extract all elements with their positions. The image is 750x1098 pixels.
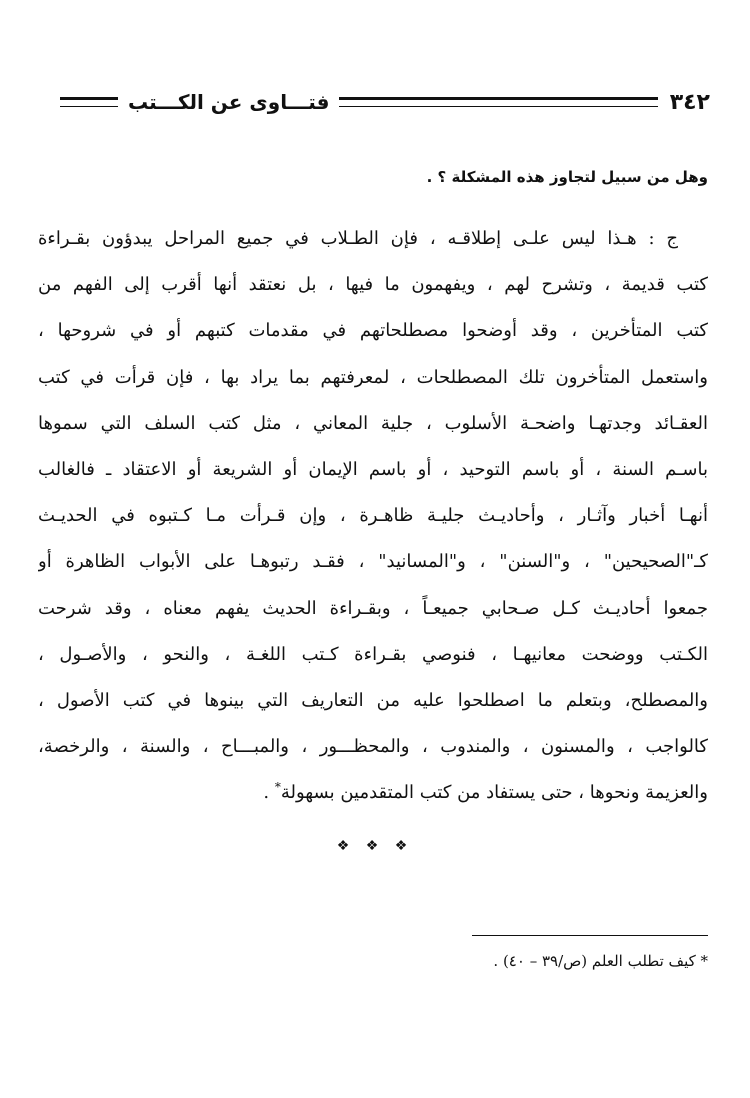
answer-body xyxy=(38,216,708,816)
header-rule xyxy=(339,97,657,107)
section-separator: ❖ ❖ ❖ xyxy=(336,838,414,854)
answer-line: باسـم السنة ، أو باسم التوحيد ، أو باسم الإيمان أو الشريعة أو الاعتقاد ـ فالغالب xyxy=(38,458,708,480)
answer-last-line xyxy=(38,770,708,816)
running-header xyxy=(60,82,710,122)
answer-line: العقـائد وجدتهـا واضحـة الأسلوب ، جلية المعاني ، مثل كتب السلف التي سموها xyxy=(38,412,708,434)
answer-line: كالواجب ، والمسنون ، والمندوب ، والمحظـــور ، والمبـــاح ، والسنة ، والرخصة، xyxy=(38,736,708,758)
answer-line: كـ"الصحيحين" ، و"السنن" ، و"المسانيد" ، فقـد رتبوهـا على الأبواب الظاهرة أو xyxy=(38,551,708,573)
answer-line: أنهـا أخبار وآثـار ، وأحاديـث جليـة ظاهـرة ، وإن قـرأت مـا كـتبوه في الحديـث xyxy=(38,505,708,527)
answer-line: كتب المتأخرين ، وقد أوضحوا مصطلحاتهم في مقدمات كتبهم أو في شروحها ، xyxy=(38,320,708,342)
page-number: ٣٤٢ xyxy=(669,89,710,115)
answer-line: والمصطلح، وبتعلم ما اصطلحوا عليه من التعاريف التي بينوها في كتب الأصول ، xyxy=(38,689,708,711)
question-text: وهل من سبيل لتجاوز هذه المشكلة ؟ . xyxy=(426,168,708,186)
footnote-marker: * xyxy=(274,780,281,795)
running-title: فتـــاوى عن الكـــتب xyxy=(128,90,330,114)
answer-line: الكـتب ووضحت معانيهـا ، فنوصي بقـراءة كـتب اللغـة ، والنحو ، والأصـول ، xyxy=(38,643,708,665)
answer-line: واستعمل المتأخرون تلك المصطلحات ، لمعرفتهم بما يراد بها ، فإن قرأت في كتب xyxy=(38,366,708,388)
footnote-rule xyxy=(472,935,708,936)
answer-line: كتب قديمة ، وتشرح لهم ، ويفهمون ما فيها ، بل نعتقد أنها أقرب إلى الفهم من xyxy=(38,274,708,296)
answer-line: جمعوا أحاديـث كـل صـحابي جميعـاً ، وبقـراءة الحديث يفهم معناه ، وقد شرحت xyxy=(38,597,708,619)
answer-end-punctuation: . xyxy=(263,782,275,804)
footnote-text: * كيف تطلب العلم (ص/٣٩ – ٤٠) . xyxy=(493,952,708,970)
header-rule-short xyxy=(60,97,118,107)
answer-line: ج : هـذا ليس علـى إطلاقـه ، فإن الطـلاب في جميع المراحل يبدؤون بقـراءة xyxy=(38,228,678,249)
answer-line-text: والعزيمة ونحوها ، حتى يستفاد من كتب المتقدمين بسهولة xyxy=(280,782,708,804)
